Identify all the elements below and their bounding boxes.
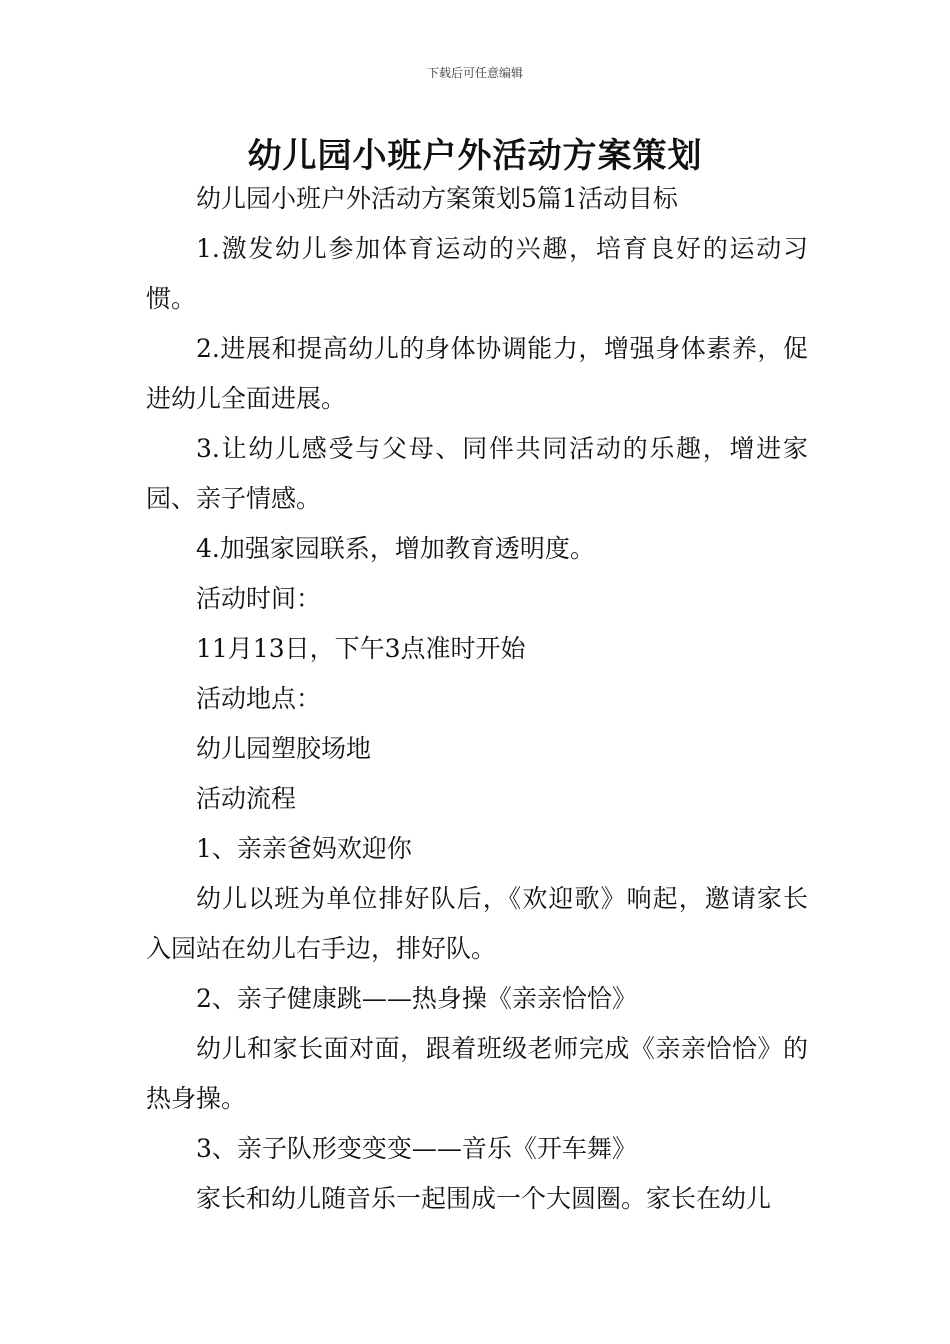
paragraph-step-2-body: 幼儿和家长面对面，跟着班级老师完成《亲亲恰恰》的热身操。	[146, 1034, 808, 1113]
paragraph-process-heading: 活动流程	[196, 784, 297, 813]
paragraph-time-label: 活动时间：	[196, 584, 322, 613]
document-body	[146, 174, 808, 1224]
paragraph-time-value: 11月13日，下午3点准时开始	[196, 634, 526, 663]
page-header-note: 下载后可任意编辑	[426, 66, 523, 80]
paragraph-step-1-body: 幼儿以班为单位排好队后，《欢迎歌》响起，邀请家长入园站在幼儿右手边，排好队。	[146, 884, 808, 963]
paragraph-goal-1: 1.激发幼儿参加体育运动的兴趣，培育良好的运动习惯。	[146, 234, 808, 313]
paragraph-intro: 幼儿园小班户外活动方案策划5篇1活动目标	[196, 184, 678, 213]
paragraph-step-1-title: 1、亲亲爸妈欢迎你	[196, 834, 412, 863]
paragraph-step-3-body: 家长和幼儿随音乐一起围成一个大圆圈。家长在幼儿	[196, 1184, 772, 1213]
paragraph-location-value: 幼儿园塑胶场地	[196, 734, 372, 763]
paragraph-goal-2: 2.进展和提高幼儿的身体协调能力，增强身体素养，促进幼儿全面进展。	[146, 334, 808, 413]
paragraph-goal-3: 3.让幼儿感受与父母、同伴共同活动的乐趣，增进家园、亲子情感。	[146, 434, 808, 513]
document-title: 幼儿园小班户外活动方案策划	[247, 136, 703, 176]
paragraph-goal-4: 4.加强家园联系，增加教育透明度。	[196, 534, 595, 563]
paragraph-step-3-title: 3、亲子队形变变变——音乐《开车舞》	[196, 1134, 637, 1163]
paragraph-location-label: 活动地点：	[196, 684, 322, 713]
paragraph-step-2-title: 2、亲子健康跳——热身操《亲亲恰恰》	[196, 984, 637, 1013]
